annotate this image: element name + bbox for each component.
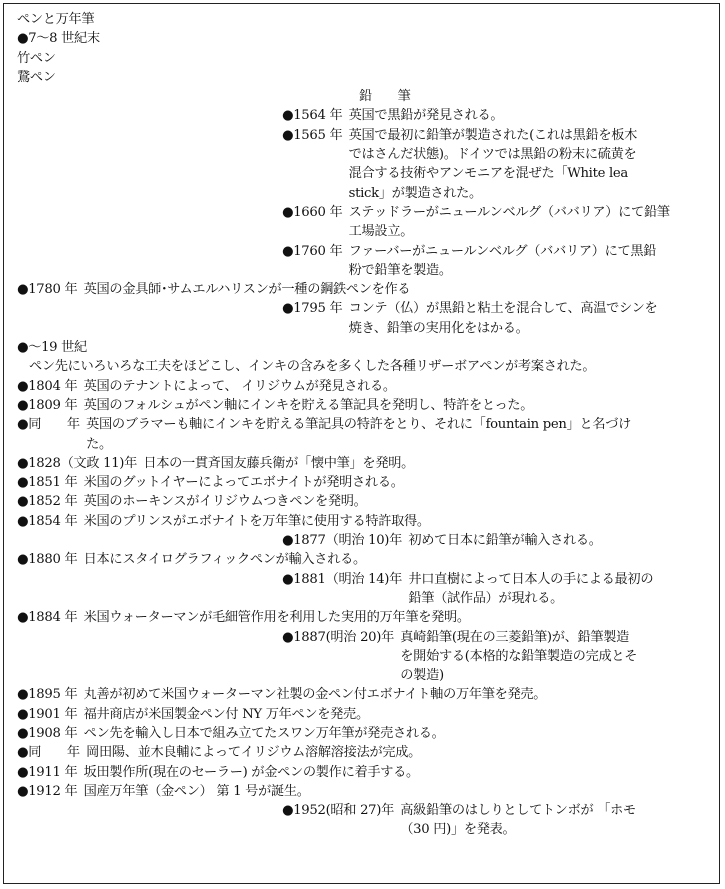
entry-description	[84, 705, 369, 724]
entry-year: ●1911 年	[17, 764, 84, 780]
entry-description	[84, 492, 367, 511]
entry-year: ●1895 年	[17, 687, 84, 703]
entry-line: 井口直樹によって日本人の手による最初の	[408, 571, 654, 587]
entry-year: ●1852 年	[17, 494, 84, 510]
entry-year: ●同 年	[17, 745, 87, 761]
c19-description: ペン先にいろいろな工夫をほどこし、インキの含みを多くした各種リザーボアペンが考案された。	[29, 359, 596, 375]
entry-description	[86, 415, 631, 454]
entry-line: 福井商店が米国製金ペン付 NY 万年ペンを発売。	[83, 706, 369, 722]
entry-year: ●1877（明治 10)年	[282, 533, 409, 549]
entry-description	[84, 512, 430, 531]
entry-description	[408, 570, 653, 609]
entry-description	[84, 473, 404, 492]
entry-description	[349, 299, 658, 338]
entry-line: （30 円)」を発表。	[400, 822, 516, 838]
entry-line: 英国のホーキンスがイリジウムつきペンを発明。	[83, 494, 367, 510]
timeline-entry	[17, 473, 717, 492]
entry-year: ●1952(昭和 27)年	[282, 803, 401, 819]
entry-year: ●1901 年	[17, 706, 84, 722]
entry-year: ●1851 年	[17, 475, 84, 491]
timeline-entry	[282, 106, 717, 125]
entry-line: 英国のフォルシュがペン軸にインキを貯える筆記具を発明し、特許をとった。	[83, 397, 534, 413]
entry-line: 丸善が初めて米国ウォーターマン社製の金ペン付エボナイト軸の万年筆を発売。	[83, 687, 547, 703]
entry-description	[84, 724, 445, 743]
entry-line: ではさんだ状態)。ドイツでは黒鉛の粉末に硫黄を	[348, 147, 637, 163]
entry-line: 米国ウォーターマンが毛細管作用を利用した実用的万年筆を発明。	[83, 610, 470, 626]
entry-description	[400, 628, 637, 686]
entry-description	[84, 782, 310, 801]
entry-description	[408, 531, 601, 550]
timeline-entry	[282, 203, 717, 242]
timeline-entry	[282, 628, 717, 686]
timeline-entry	[17, 685, 717, 704]
entry-year: ●1809 年	[17, 397, 84, 413]
entry-line: 岡田陽、並木良輔によってイリジウム溶解溶接法が完成。	[86, 745, 422, 761]
pen-era-heading: ●7～8 世紀末	[17, 31, 100, 47]
entry-description	[349, 126, 637, 203]
timeline-entry	[17, 550, 717, 569]
pencil-section-heading: 鉛 筆	[359, 89, 411, 105]
entry-line: 米国のプリンスがエボナイトを万年筆に使用する特許取得。	[83, 513, 430, 529]
entry-year: ●1884 年	[17, 610, 84, 626]
entry-year: ●1564 年	[282, 108, 349, 124]
entry-description	[84, 763, 419, 782]
entry-year: ●1881（明治 14)年	[282, 571, 409, 587]
entry-line: 英国のテナントによって、 イリジウムが発見される。	[83, 378, 396, 394]
entry-line: コンテ（仏）が黒鉛と粘土を混合して、高温でシンを	[348, 301, 658, 317]
timeline-entry	[282, 299, 717, 338]
timeline-entry	[17, 512, 717, 531]
entry-year: ●1780 年	[17, 282, 84, 298]
entry-year: ●1760 年	[282, 243, 349, 259]
entry-year: ●1565 年	[282, 127, 349, 143]
entry-line: 英国で最初に鉛筆が製造された(これは黒鉛を板木	[348, 127, 638, 143]
timeline-entry	[17, 782, 717, 801]
entry-line: 英国の金具師･サムエルハリスンが一種の鋼鉄ペンを作る	[83, 282, 411, 298]
timeline-entry	[282, 570, 717, 609]
document-body	[17, 10, 717, 840]
entry-line: ファーバーがニュールンベルグ（ババリア）にて黒鉛	[348, 243, 657, 259]
entry-description	[86, 743, 421, 762]
entry-line: の製造)	[400, 668, 444, 684]
entry-line: 国産万年筆（金ペン） 第 1 号が誕生。	[83, 783, 310, 799]
entry-description	[84, 685, 547, 704]
entry-line: 粉で鉛筆を製造。	[348, 262, 452, 278]
c19-heading: ●～19 世紀	[17, 340, 87, 356]
entry-year: ●同 年	[17, 417, 87, 433]
entry-description	[349, 203, 670, 242]
entry-line: 坂田製作所(現在のセーラー) が金ペンの製作に着手する。	[83, 764, 419, 780]
entry-year: ●1660 年	[282, 204, 349, 220]
entry-year: ●1795 年	[282, 301, 349, 317]
entry-year: ●1880 年	[17, 552, 84, 568]
timeline-entry	[17, 743, 717, 762]
pen-type-item: 鵞ペン	[17, 69, 56, 85]
entry-line: 高級鉛筆のはしりとしてトンボが 「ホモ	[400, 803, 636, 819]
timeline-entry	[17, 705, 717, 724]
timeline-block-late	[17, 377, 717, 840]
entry-line: 米国のグットイヤーによってエボナイトが発明される。	[83, 475, 404, 491]
entry-line: 鉛筆（試作品）が現れる。	[408, 590, 563, 606]
timeline-entry	[17, 608, 717, 627]
entry-line: 日本の一貫斉国友藤兵衛が「懐中筆」を発明。	[143, 455, 414, 471]
pen-type-item: 竹ペン	[17, 50, 56, 66]
entry-year: ●1908 年	[17, 725, 84, 741]
entry-line: た。	[86, 436, 112, 452]
entry-line: 英国のブラマーも軸にインキを貯える筆記具の特許をとり、それに「fountain pen」と名づけ	[86, 417, 632, 433]
timeline-entry	[17, 415, 717, 454]
entry-description	[400, 801, 636, 840]
entry-line: stick」が製造された。	[348, 185, 482, 201]
timeline-entry	[17, 724, 717, 743]
entry-year: ●1854 年	[17, 513, 84, 529]
entry-line: を開始する(本格的な鉛筆製造の完成とそ	[400, 648, 638, 664]
entry-year: ●1828（文政 11)年	[17, 455, 144, 471]
entry-year: ●1804 年	[17, 378, 84, 394]
timeline-entry	[17, 280, 717, 299]
timeline-entry	[282, 126, 717, 203]
entry-description	[84, 280, 411, 299]
timeline-entry	[282, 531, 717, 550]
entry-description	[84, 550, 366, 569]
timeline-entry	[17, 763, 717, 782]
timeline-entry	[17, 492, 717, 511]
entry-line: ステッドラーがニュールンベルグ（ババリア）にて鉛筆	[348, 204, 670, 220]
page-title: ペンと万年筆	[17, 12, 95, 27]
entry-description	[349, 106, 504, 125]
entry-line: 初めて日本に鉛筆が輸入される。	[408, 533, 602, 549]
timeline-block-early	[17, 106, 717, 338]
entry-description	[84, 377, 396, 396]
entry-line: 工場設立。	[348, 224, 414, 240]
timeline-entry	[282, 242, 717, 281]
entry-line: 真崎鉛筆(現在の三菱鉛筆)が、鉛筆製造	[400, 629, 630, 645]
entry-year: ●1912 年	[17, 783, 84, 799]
entry-description	[349, 242, 657, 281]
entry-line: 焼き、鉛筆の実用化をはかる。	[348, 320, 529, 336]
entry-line: 日本にスタイログラフィックペンが輸入される。	[83, 552, 366, 568]
entry-description	[143, 454, 414, 473]
entry-description	[84, 608, 470, 627]
timeline-entry	[17, 377, 717, 396]
entry-line: 混合する技術やアンモニアを混ぜた「White lea	[348, 166, 628, 182]
timeline-entry	[17, 396, 717, 415]
entry-line: ペン先を輸入し日本で組み立てたスワン万年筆が発売される。	[83, 725, 445, 741]
timeline-entry	[282, 801, 717, 840]
document-frame	[3, 3, 720, 884]
entry-year: ●1887(明治 20)年	[282, 629, 401, 645]
entry-description	[84, 396, 534, 415]
timeline-entry	[17, 454, 717, 473]
entry-line: 英国で黒鉛が発見される。	[348, 108, 504, 124]
